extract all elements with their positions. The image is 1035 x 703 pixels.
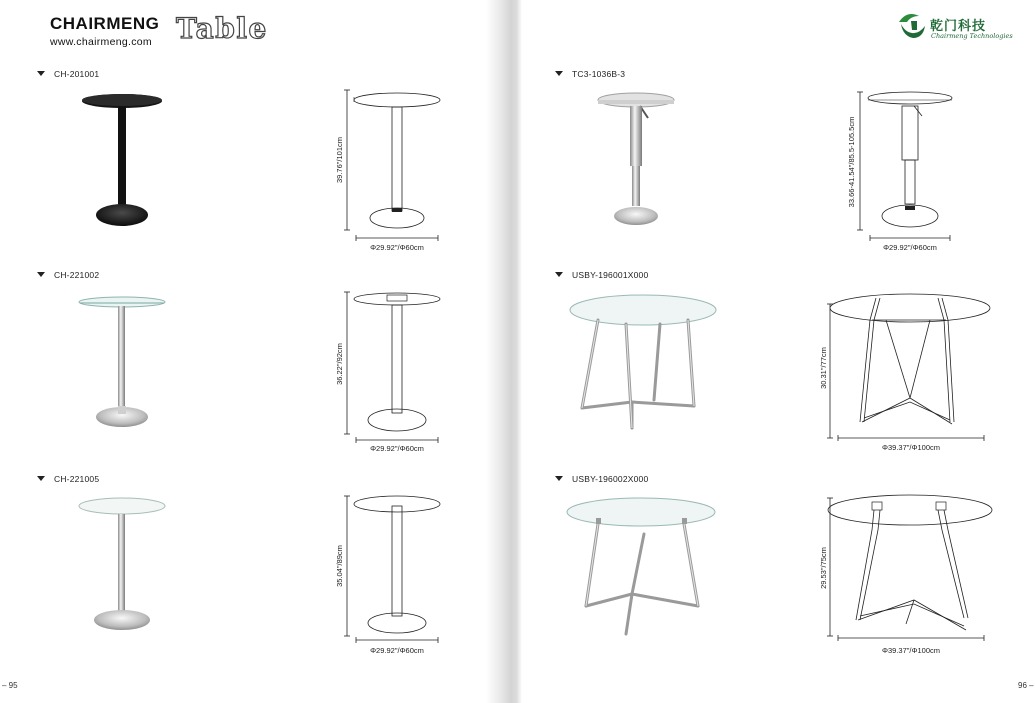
dimension-drawing — [818, 490, 998, 658]
product-code — [555, 474, 648, 484]
triangle-marker-icon — [555, 476, 563, 481]
dimension-drawing — [842, 84, 972, 252]
product-photo — [74, 290, 170, 435]
triangle-marker-icon — [37, 476, 45, 481]
product-code — [37, 474, 99, 484]
product-code — [555, 69, 625, 79]
triangle-marker-icon — [37, 71, 45, 76]
product-photo — [74, 88, 170, 238]
height-label: 30.31"/77cm — [819, 347, 828, 389]
product-photo — [568, 290, 718, 435]
company-logo — [897, 12, 1017, 42]
dimension-drawing — [330, 490, 450, 658]
brand-url: www.chairmeng.com — [50, 36, 152, 48]
product-code-text: CH-221002 — [54, 270, 100, 280]
logo-chinese-name: 乾门科技 — [930, 19, 987, 34]
product-code-text: USBY-196002X000 — [572, 474, 649, 484]
product-code — [555, 270, 648, 280]
width-label: Φ29.92"/Φ60cm — [883, 243, 937, 252]
width-label: Φ29.92"/Φ60cm — [370, 243, 424, 252]
height-label: 35.04"/89cm — [335, 545, 344, 587]
logo-english-name: Chairmeng Technologies — [931, 32, 1013, 40]
brand-name: CHAIRMENG — [50, 14, 160, 33]
page-number-right: 96 – — [1018, 681, 1034, 690]
product-photo — [596, 88, 676, 236]
product-code-text: CH-221005 — [54, 474, 100, 484]
product-photo — [564, 494, 719, 639]
product-code-text: TC3-1036B-3 — [572, 69, 626, 79]
dimension-drawing — [330, 288, 450, 456]
catalog-section-title: Table — [176, 12, 268, 45]
left-page — [0, 0, 486, 703]
brand-header — [50, 12, 270, 48]
product-code-text: USBY-196001X000 — [572, 270, 649, 280]
height-label: 33.66-41.54"/85.5-105.5cm — [847, 116, 856, 208]
product-code — [37, 69, 99, 79]
logo-mark-icon — [897, 12, 927, 40]
dimension-drawing — [330, 84, 450, 252]
page-number-left: – 95 — [2, 681, 18, 690]
height-label: 39.76"/101cm — [335, 136, 344, 184]
width-label: Φ39.37"/Φ100cm — [882, 443, 940, 452]
height-label: 36.22"/92cm — [335, 343, 344, 385]
width-label: Φ29.92"/Φ60cm — [370, 444, 424, 453]
height-label: 29.53"/75cm — [819, 547, 828, 589]
right-page — [522, 0, 1035, 703]
book-gutter — [486, 0, 522, 703]
dimension-drawing — [818, 286, 998, 454]
triangle-marker-icon — [37, 272, 45, 277]
width-label: Φ29.92"/Φ60cm — [370, 646, 424, 655]
triangle-marker-icon — [555, 272, 563, 277]
triangle-marker-icon — [555, 71, 563, 76]
width-label: Φ39.37"/Φ100cm — [882, 646, 940, 655]
product-code-text: CH-201001 — [54, 69, 100, 79]
product-code — [37, 270, 99, 280]
product-photo — [74, 492, 170, 637]
